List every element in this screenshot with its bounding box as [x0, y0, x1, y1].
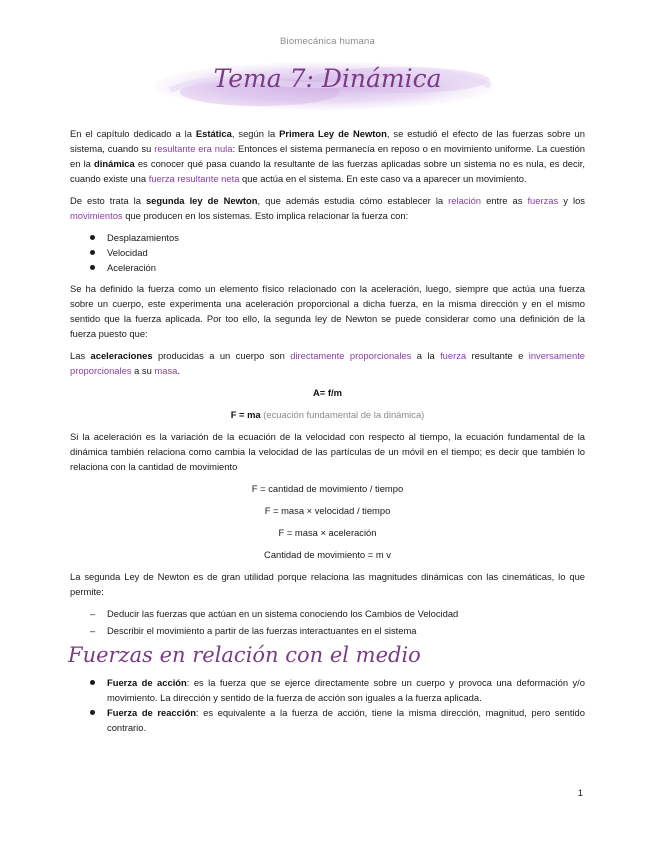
- paragraph-statics: En el capítulo dedicado a la Estática, según la Primera Ley de Newton, se estudió el efecto de las fuerzas sobre un sistema, cuando su resultante era nula: Entonces el sistema permanecía en reposo o en movimiento uniforme. La cuestión en la dinámica es conocer qué pasa cuando la resultante de las fuerzas aplicadas sobre un sistema no es nula, es decir, cuando existe una fuerza resultante neta que actúa en el sistema. En este caso va a aparecer un movimiento.: [70, 128, 586, 184]
- list-item: Aceleración: [70, 260, 585, 275]
- list-item: Desplazamientos: [70, 230, 585, 245]
- list-item-reaction-force: Fuerza de reacción: es equivalente a la fuerza de acción, tiene la misma dirección, magnitud, pero sentido contrario.: [70, 705, 585, 735]
- paragraph-momentum: Si la aceleración es la variación de la ecuación de la velocidad con respecto al tiempo, la ecuación fundamental de la dinámica también relaciona como cambia la velocidad de las partículas de un móvil en el tiempo; es decir que también lo relaciona con la cantidad de movimiento: [70, 431, 585, 472]
- formula-acceleration: A= f/m: [313, 387, 342, 398]
- forces-list: [70, 675, 585, 735]
- list-item: – Describir el movimiento a partir de las fuerzas interactuantes en el sistema: [70, 623, 585, 638]
- list-item-action-force: Fuerza de acción: es la fuerza que se ejerce directamente sobre un cuerpo y provoca una deformación y/o movimiento. La dirección y sentido de la fuerza de acción son iguales a la fuerza aplicada.: [70, 675, 585, 705]
- page-number: 1: [577, 788, 583, 799]
- equation-line: F = masa × velocidad / tiempo: [264, 505, 391, 516]
- list-item: Velocidad: [70, 245, 585, 260]
- equation-line: Cantidad de movimiento = m v: [264, 549, 391, 560]
- law-statement: Las aceleraciones producidas a un cuerpo son directamente proporcionales a la fuerza resultante e inversamente proporcionales a su masa.: [70, 350, 586, 376]
- page-title: Tema 7: Dinámica: [213, 64, 442, 93]
- equation-line: F = masa × aceleración: [278, 527, 377, 538]
- utility-list: [70, 606, 585, 638]
- paragraph-second-law: De esto trata la segunda ley de Newton, que además estudia cómo establecer la relación entre as fuerzas y los movimientos que producen en los sistemas. Esto implica relacionar la fuerza con:: [70, 195, 585, 221]
- list-item: – Deducir las fuerzas que actúan en un sistema conociendo los Cambios de Velocidad: [70, 606, 585, 621]
- paragraph-utility: La segunda Ley de Newton es de gran utilidad porque relaciona las magnitudes dinámicas con las cinemáticas, lo que permite:: [70, 571, 585, 597]
- main-content: [70, 126, 585, 741]
- equation-line: F = cantidad de movimiento / tiempo: [251, 483, 404, 494]
- formula-fundamental: F = ma (ecuación fundamental de la dinámica): [230, 409, 425, 420]
- running-header: Biomecánica humana: [280, 36, 375, 47]
- section-title-forces-medium: Fuerzas en relación con el medio: [68, 643, 421, 667]
- paragraph-force-definition: Se ha definido la fuerza como un elemento físico relacionado con la aceleración, luego, siempre que actúa una fuerza sobre un cuerpo, este experimenta una aceleración proporcional a dicha fuerza, en la misma dirección y en el mismo sentido que la fuerza aplicada. Por too ello, la segunda ley de Newton se puede considerar como una definición de la fuerza puesto que:: [70, 283, 585, 339]
- force-relations-list: [70, 230, 585, 275]
